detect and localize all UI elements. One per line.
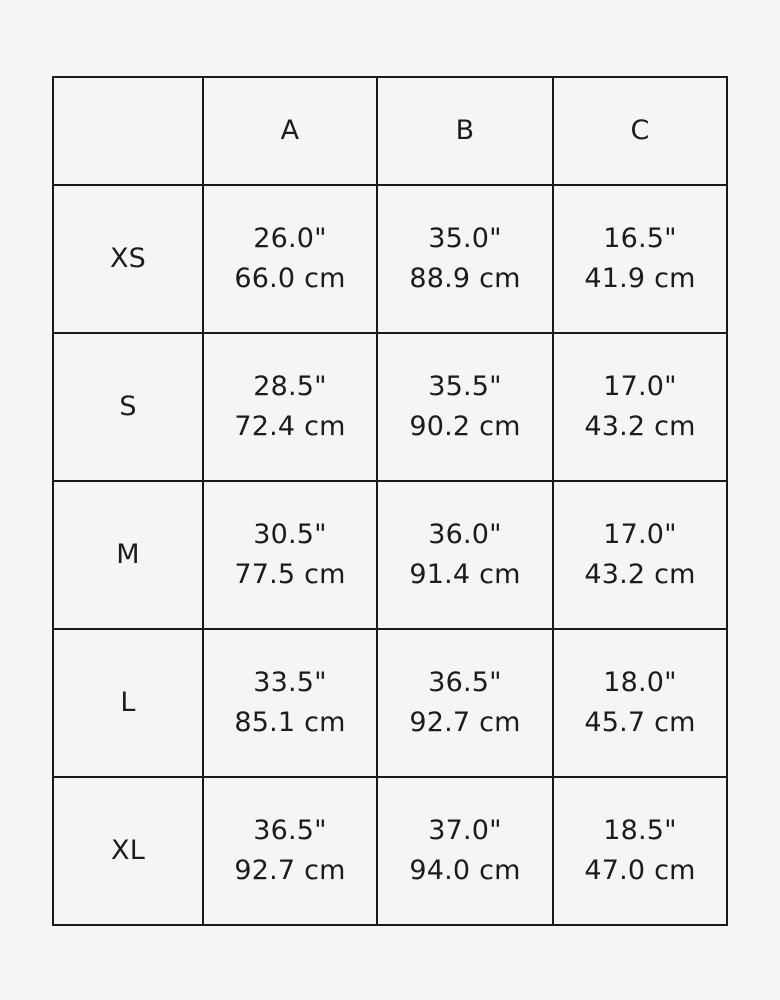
size-label: S	[53, 333, 203, 481]
measurement-cell	[203, 481, 377, 629]
inches-value: 18.0"	[603, 667, 677, 698]
cm-value: 47.0 cm	[584, 855, 696, 886]
measurement-cell	[377, 185, 553, 333]
inches-value: 17.0"	[603, 519, 677, 550]
header-cell-b: B	[377, 77, 553, 185]
measurement-cell	[203, 777, 377, 925]
measurement-cell	[377, 333, 553, 481]
table-row	[53, 629, 727, 777]
inches-value: 36.5"	[428, 667, 502, 698]
table-row	[53, 333, 727, 481]
measurement-cell	[553, 481, 727, 629]
cm-value: 94.0 cm	[409, 855, 521, 886]
inches-value: 35.0"	[428, 223, 502, 254]
inches-value: 28.5"	[253, 371, 327, 402]
inches-value: 36.0"	[428, 519, 502, 550]
inches-value: 16.5"	[603, 223, 677, 254]
measurement-cell	[553, 185, 727, 333]
cm-value: 90.2 cm	[409, 411, 521, 442]
measurement-cell	[203, 333, 377, 481]
measurement-cell	[203, 629, 377, 777]
cm-value: 43.2 cm	[584, 411, 696, 442]
measurement-cell	[377, 481, 553, 629]
inches-value: 18.5"	[603, 815, 677, 846]
cm-value: 77.5 cm	[234, 559, 346, 590]
table-row	[53, 185, 727, 333]
size-label: XL	[53, 777, 203, 925]
inches-value: 26.0"	[253, 223, 327, 254]
header-cell-a: A	[203, 77, 377, 185]
inches-value: 37.0"	[428, 815, 502, 846]
measurement-cell	[553, 333, 727, 481]
measurement-cell	[203, 185, 377, 333]
cm-value: 72.4 cm	[234, 411, 346, 442]
size-chart-table	[52, 76, 728, 926]
cm-value: 85.1 cm	[234, 707, 346, 738]
cm-value: 92.7 cm	[234, 855, 346, 886]
inches-value: 33.5"	[253, 667, 327, 698]
measurement-cell	[377, 629, 553, 777]
header-cell-corner	[53, 77, 203, 185]
measurement-cell	[553, 777, 727, 925]
inches-value: 30.5"	[253, 519, 327, 550]
size-label: L	[53, 629, 203, 777]
cm-value: 88.9 cm	[409, 263, 521, 294]
cm-value: 66.0 cm	[234, 263, 346, 294]
size-label: XS	[53, 185, 203, 333]
table-header-row	[53, 77, 727, 185]
measurement-cell	[553, 629, 727, 777]
size-label: M	[53, 481, 203, 629]
measurement-cell	[377, 777, 553, 925]
header-cell-c: C	[553, 77, 727, 185]
table-row	[53, 481, 727, 629]
cm-value: 91.4 cm	[409, 559, 521, 590]
cm-value: 45.7 cm	[584, 707, 696, 738]
inches-value: 35.5"	[428, 371, 502, 402]
cm-value: 43.2 cm	[584, 559, 696, 590]
cm-value: 92.7 cm	[409, 707, 521, 738]
cm-value: 41.9 cm	[584, 263, 696, 294]
table-row	[53, 777, 727, 925]
inches-value: 36.5"	[253, 815, 327, 846]
inches-value: 17.0"	[603, 371, 677, 402]
